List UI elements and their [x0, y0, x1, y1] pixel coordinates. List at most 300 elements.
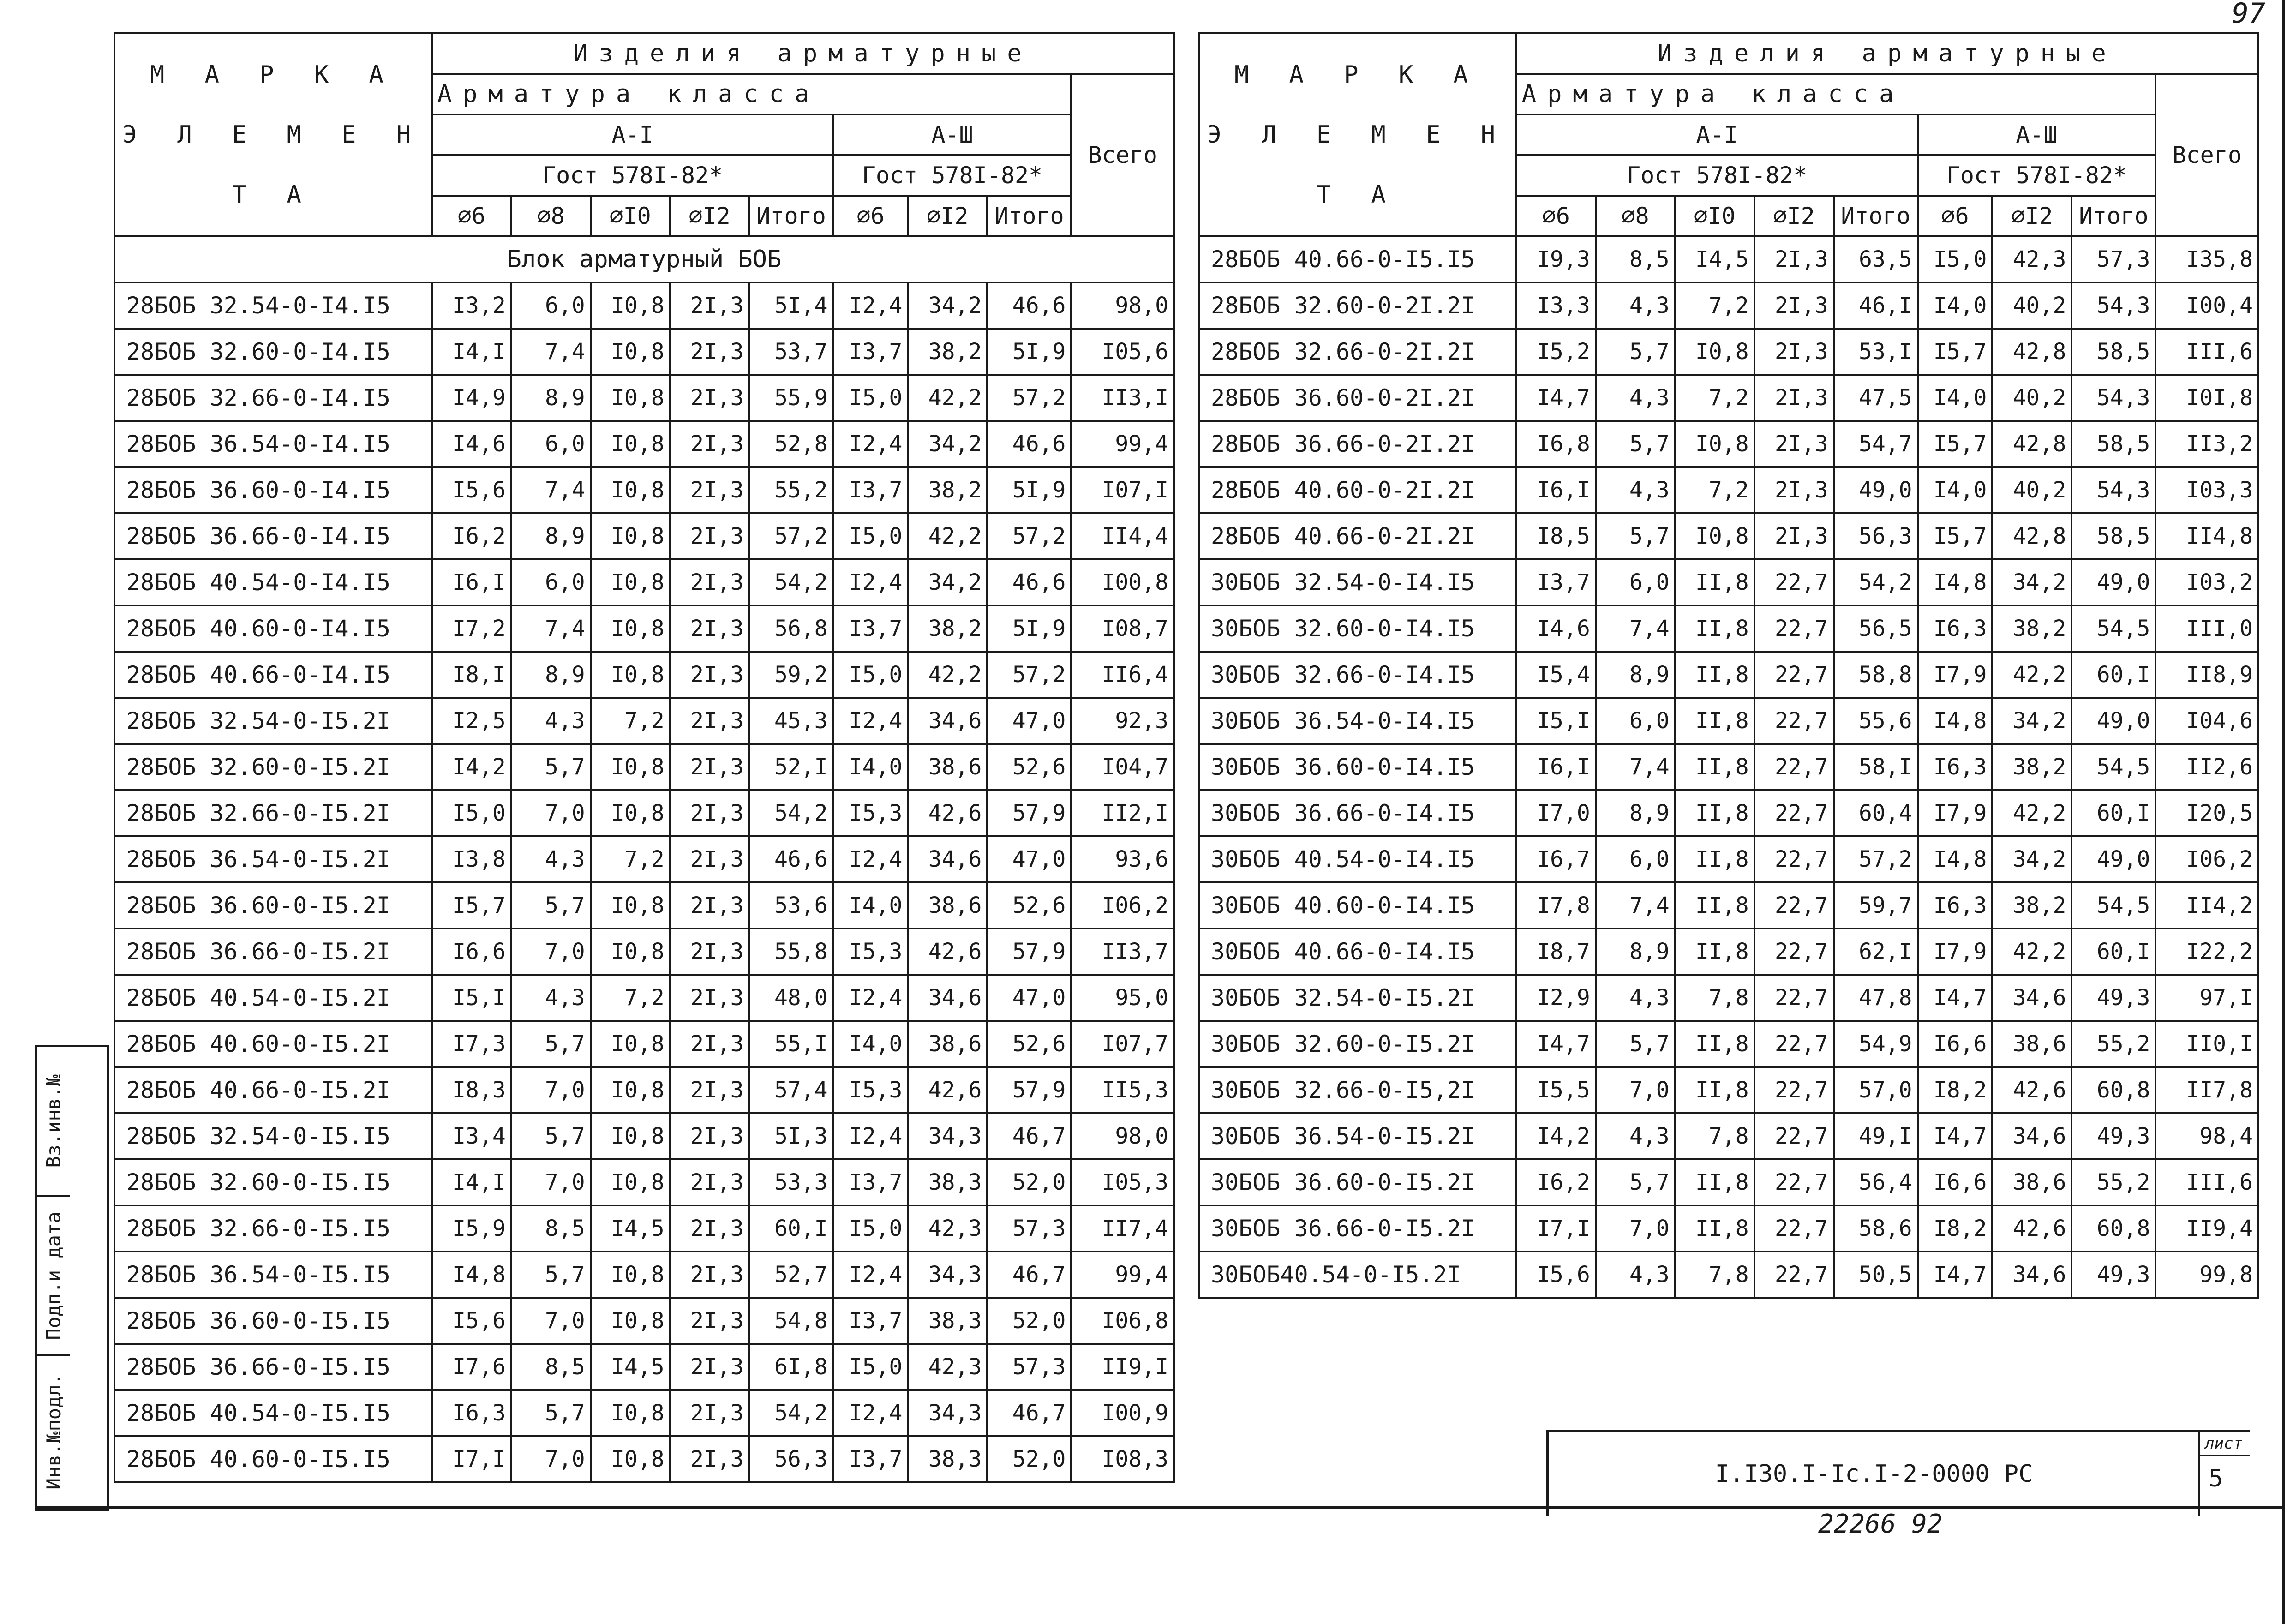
- table-cell: I0,8: [591, 467, 670, 513]
- table-cell: I5,6: [432, 1298, 511, 1344]
- table-cell: 38,3: [908, 1298, 987, 1344]
- col-header: ∅6: [1918, 196, 1993, 236]
- table-cell: 6,0: [511, 421, 591, 467]
- table-cell: I3,7: [1516, 559, 1596, 605]
- table-cell: 54,7: [1834, 421, 1918, 467]
- element-mark: 30БОБ 32.54-0-I5.2I: [1199, 975, 1516, 1021]
- class-a1-header: А-I: [432, 114, 833, 155]
- table-cell: I5,4: [1516, 652, 1596, 698]
- mark-header: М А Р К А Э Л Е М Е Н Т А: [1199, 33, 1516, 236]
- table-cell: I0,8: [591, 605, 670, 652]
- table-cell: 57,4: [749, 1067, 833, 1113]
- table-cell: I2,4: [833, 975, 908, 1021]
- table-row: [1199, 1252, 2258, 1298]
- table-cell: I6,8: [1516, 421, 1596, 467]
- table-cell: I4,0: [833, 1021, 908, 1067]
- element-mark: 28БОБ 32.60-0-2I.2I: [1199, 282, 1516, 329]
- table-cell: I5,7: [1918, 329, 1993, 375]
- col-header: ∅8: [511, 196, 591, 236]
- table-cell: 34,3: [908, 1252, 987, 1298]
- table-cell: I0,8: [591, 1390, 670, 1436]
- table-cell: I4,7: [1918, 975, 1993, 1021]
- table-cell: 58,5: [2071, 421, 2155, 467]
- table-cell: I6,I: [432, 559, 511, 605]
- table-cell: 7,4: [511, 467, 591, 513]
- table-cell: 98,0: [1071, 1113, 1174, 1159]
- left-table: [114, 32, 1175, 1483]
- table-cell: I6,6: [1918, 1159, 1993, 1205]
- table-cell: I06,2: [1071, 882, 1174, 929]
- table-row: [114, 882, 1174, 929]
- table-cell: 2I,3: [670, 975, 749, 1021]
- rebar-class-header: Арматура класса: [432, 74, 1072, 114]
- table-cell: I3,8: [432, 836, 511, 882]
- table-cell: 22,7: [1754, 605, 1834, 652]
- table-cell: 2I,3: [1754, 421, 1834, 467]
- table-cell: 7,8: [1675, 975, 1754, 1021]
- table-cell: I5,7: [1918, 513, 1993, 559]
- table-cell: II3,I: [1071, 375, 1174, 421]
- table-cell: 2I,3: [670, 1205, 749, 1252]
- element-mark: 30БОБ 36.60-0-I4.I5: [1199, 744, 1516, 790]
- table-row: [1199, 421, 2258, 467]
- archive-number-handwritten: 22266 92: [1818, 1509, 1943, 1539]
- table-row: [114, 467, 1174, 513]
- table-cell: I6,I: [1516, 744, 1596, 790]
- table-cell: I6,3: [1918, 744, 1993, 790]
- table-cell: I5,3: [833, 1067, 908, 1113]
- table-cell: 99,4: [1071, 1252, 1174, 1298]
- table-cell: I0,8: [591, 744, 670, 790]
- margin-cell-inv-original: [37, 1356, 70, 1506]
- table-cell: I0,8: [1675, 421, 1754, 467]
- table-cell: 45,3: [749, 698, 833, 744]
- table-cell: 5,7: [1596, 1159, 1675, 1205]
- table-cell: 38,2: [908, 329, 987, 375]
- table-cell: I0,8: [591, 1436, 670, 1482]
- table-cell: I00,4: [2155, 282, 2258, 329]
- table-row: [114, 698, 1174, 744]
- table-cell: 22,7: [1754, 790, 1834, 836]
- table-cell: I5,9: [432, 1205, 511, 1252]
- table-row: [1199, 698, 2258, 744]
- element-mark: 28БОБ 36.66-0-2I.2I: [1199, 421, 1516, 467]
- table-cell: 8,9: [511, 375, 591, 421]
- right-table: [1198, 32, 2259, 1299]
- table-cell: 54,3: [2071, 467, 2155, 513]
- table-cell: 54,2: [749, 790, 833, 836]
- table-cell: 7,4: [1596, 744, 1675, 790]
- table-cell: 2I,3: [1754, 467, 1834, 513]
- table-cell: I4,5: [591, 1344, 670, 1390]
- table-cell: I2,4: [833, 1113, 908, 1159]
- table-cell: II,8: [1675, 929, 1754, 975]
- table-cell: 7,2: [591, 698, 670, 744]
- table-cell: 55,2: [749, 467, 833, 513]
- table-cell: I9,3: [1516, 236, 1596, 282]
- table-cell: 58,5: [2071, 513, 2155, 559]
- table-cell: I2,4: [833, 421, 908, 467]
- table-cell: 34,6: [908, 975, 987, 1021]
- table-cell: I5,0: [1918, 236, 1993, 282]
- table-cell: II,8: [1675, 836, 1754, 882]
- title-block: [1546, 1430, 2250, 1516]
- element-mark: 28БОБ 36.66-0-I5.2I: [114, 929, 432, 975]
- table-cell: 54,8: [749, 1298, 833, 1344]
- table-cell: I00,8: [1071, 559, 1174, 605]
- table-cell: 6I,8: [749, 1344, 833, 1390]
- col-header: Итого: [2071, 196, 2155, 236]
- element-mark: 28БОБ 40.60-0-I5.I5: [114, 1436, 432, 1482]
- table-cell: I4,0: [1918, 375, 1993, 421]
- element-mark: 28БОБ 32.66-0-I4.I5: [114, 375, 432, 421]
- table-cell: I4,9: [432, 375, 511, 421]
- table-cell: 5,7: [511, 1390, 591, 1436]
- table-row: [114, 559, 1174, 605]
- section-title: Блок арматурный БОБ: [114, 236, 1174, 282]
- table-cell: 5,7: [511, 1021, 591, 1067]
- element-mark: 30БОБ 32.60-0-I4.I5: [1199, 605, 1516, 652]
- table-cell: 52,8: [749, 421, 833, 467]
- table-row: [1199, 744, 2258, 790]
- table-cell: II6,4: [1071, 652, 1174, 698]
- table-cell: 4,3: [1596, 975, 1675, 1021]
- col-header: ∅6: [1516, 196, 1596, 236]
- margin-stamp: [35, 1045, 109, 1511]
- table-cell: 57,2: [987, 375, 1071, 421]
- element-mark: 28БОБ 32.66-0-I5.I5: [114, 1205, 432, 1252]
- table-cell: 2I,3: [670, 1252, 749, 1298]
- element-mark: 28БОБ 32.54-0-I4.I5: [114, 282, 432, 329]
- table-cell: 8,5: [511, 1205, 591, 1252]
- table-cell: 2I,3: [670, 1021, 749, 1067]
- element-mark: 28БОБ 32.54-0-I5.I5: [114, 1113, 432, 1159]
- table-cell: 56,5: [1834, 605, 1918, 652]
- table-cell: 22,7: [1754, 1159, 1834, 1205]
- table-cell: I4,8: [432, 1252, 511, 1298]
- table-cell: 7,2: [1675, 375, 1754, 421]
- table-cell: 2I,3: [670, 1344, 749, 1390]
- table-cell: 2I,3: [670, 1390, 749, 1436]
- table-cell: I3,4: [432, 1113, 511, 1159]
- table-cell: 2I,3: [670, 329, 749, 375]
- table-cell: 47,0: [987, 975, 1071, 1021]
- table-cell: I4,0: [833, 744, 908, 790]
- table-row: [114, 1344, 1174, 1390]
- table-cell: II,8: [1675, 605, 1754, 652]
- table-cell: 4,3: [1596, 1113, 1675, 1159]
- table-cell: II,8: [1675, 744, 1754, 790]
- table-cell: 40,2: [1992, 375, 2071, 421]
- table-cell: 42,6: [1992, 1205, 2071, 1252]
- table-cell: I8,7: [1516, 929, 1596, 975]
- element-mark: 30БОБ 36.54-0-I5.2I: [1199, 1113, 1516, 1159]
- table-cell: 2I,3: [670, 1067, 749, 1113]
- element-mark: 30БОБ 32.54-0-I4.I5: [1199, 559, 1516, 605]
- table-cell: 8,9: [1596, 929, 1675, 975]
- table-cell: I0,8: [591, 929, 670, 975]
- table-cell: I5,3: [833, 929, 908, 975]
- table-cell: 8,5: [1596, 236, 1675, 282]
- table-cell: I0,8: [591, 882, 670, 929]
- table-cell: I04,7: [1071, 744, 1174, 790]
- table-row: [1199, 652, 2258, 698]
- table-cell: 7,8: [1675, 1252, 1754, 1298]
- table-cell: 2I,3: [670, 882, 749, 929]
- table-cell: I3,7: [833, 1436, 908, 1482]
- table-cell: I0,8: [591, 1298, 670, 1344]
- table-cell: 7,0: [511, 929, 591, 975]
- element-mark: 30БОБ 32.66-0-I4.I5: [1199, 652, 1516, 698]
- table-cell: 4,3: [1596, 375, 1675, 421]
- table-cell: 48,0: [749, 975, 833, 1021]
- table-cell: I0,8: [591, 1113, 670, 1159]
- table-cell: 7,0: [1596, 1067, 1675, 1113]
- table-cell: 47,5: [1834, 375, 1918, 421]
- table-cell: I3,7: [833, 605, 908, 652]
- table-cell: 38,2: [908, 467, 987, 513]
- table-cell: I0,8: [591, 1021, 670, 1067]
- table-cell: 22,7: [1754, 652, 1834, 698]
- table-cell: II7,4: [1071, 1205, 1174, 1252]
- table-cell: 4,3: [511, 836, 591, 882]
- class-a1-header: А-I: [1516, 114, 1918, 155]
- table-cell: 57,0: [1834, 1067, 1918, 1113]
- products-header: Изделия арматурные: [432, 33, 1174, 74]
- table-cell: 42,6: [908, 929, 987, 975]
- table-cell: 46,7: [987, 1390, 1071, 1436]
- table-cell: 7,4: [511, 329, 591, 375]
- table-cell: 2I,3: [670, 1113, 749, 1159]
- table-cell: I0,8: [591, 559, 670, 605]
- element-mark: 30БОБ 32.66-0-I5,2I: [1199, 1067, 1516, 1113]
- table-cell: 6,0: [1596, 836, 1675, 882]
- table-cell: 56,3: [749, 1436, 833, 1482]
- table-cell: I4,8: [1918, 559, 1993, 605]
- right-table-header: [1199, 33, 2258, 236]
- table-cell: I4,8: [1918, 836, 1993, 882]
- table-row: [1199, 1113, 2258, 1159]
- table-cell: 5,7: [1596, 1021, 1675, 1067]
- col-header: ∅6: [833, 196, 908, 236]
- table-cell: I08,3: [1071, 1436, 1174, 1482]
- table-row: [114, 282, 1174, 329]
- table-cell: II,8: [1675, 1159, 1754, 1205]
- table-cell: II7,8: [2155, 1067, 2258, 1113]
- table-cell: II0,I: [2155, 1021, 2258, 1067]
- table-cell: 38,6: [1992, 1021, 2071, 1067]
- table-cell: 57,2: [987, 513, 1071, 559]
- table-cell: I6,6: [432, 929, 511, 975]
- table-cell: 34,6: [1992, 1252, 2071, 1298]
- table-cell: I5,I: [432, 975, 511, 1021]
- table-cell: 60,4: [1834, 790, 1918, 836]
- right-table-body: [1199, 236, 2258, 1298]
- table-cell: 5I,3: [749, 1113, 833, 1159]
- table-cell: 59,7: [1834, 882, 1918, 929]
- table-cell: I4,7: [1918, 1252, 1993, 1298]
- table-row: [114, 975, 1174, 1021]
- table-cell: 7,0: [511, 1436, 591, 1482]
- table-cell: II3,2: [2155, 421, 2258, 467]
- table-cell: 38,2: [1992, 882, 2071, 929]
- table-cell: 8,9: [1596, 652, 1675, 698]
- element-mark: 28БОБ 36.54-0-I4.I5: [114, 421, 432, 467]
- table-cell: I7,I: [1516, 1205, 1596, 1252]
- table-cell: 34,6: [1992, 1113, 2071, 1159]
- table-cell: 52,I: [749, 744, 833, 790]
- table-cell: I4,5: [591, 1205, 670, 1252]
- table-cell: I2,4: [833, 282, 908, 329]
- table-cell: 46,6: [987, 282, 1071, 329]
- element-mark: 28БОБ 36.54-0-I5.2I: [114, 836, 432, 882]
- table-cell: 34,2: [1992, 698, 2071, 744]
- table-cell: 7,0: [511, 790, 591, 836]
- table-cell: 47,8: [1834, 975, 1918, 1021]
- table-cell: I3,2: [432, 282, 511, 329]
- table-cell: 62,I: [1834, 929, 1918, 975]
- col-header: ∅I2: [1754, 196, 1834, 236]
- table-cell: 50,5: [1834, 1252, 1918, 1298]
- table-cell: 2I,3: [1754, 236, 1834, 282]
- table-cell: 6,0: [1596, 698, 1675, 744]
- table-cell: I0,8: [591, 1159, 670, 1205]
- table-cell: 54,5: [2071, 605, 2155, 652]
- table-cell: 4,3: [1596, 282, 1675, 329]
- total-header: Всего: [1071, 74, 1174, 236]
- table-cell: 53,7: [749, 329, 833, 375]
- table-cell: I5,7: [432, 882, 511, 929]
- table-cell: 54,9: [1834, 1021, 1918, 1067]
- table-cell: I5,7: [1918, 421, 1993, 467]
- table-cell: 34,2: [908, 421, 987, 467]
- table-cell: 8,9: [1596, 790, 1675, 836]
- table-row: [114, 744, 1174, 790]
- table-cell: I3,7: [833, 1298, 908, 1344]
- table-cell: 99,4: [1071, 421, 1174, 467]
- rebar-class-header: Арматура класса: [1516, 74, 2156, 114]
- table-cell: II,8: [1675, 652, 1754, 698]
- table-row: [1199, 836, 2258, 882]
- class-a3-header: А-Ш: [833, 114, 1072, 155]
- element-mark: 30БОБ 36.60-0-I5.2I: [1199, 1159, 1516, 1205]
- element-mark: 30БОБ 36.66-0-I5.2I: [1199, 1205, 1516, 1252]
- table-cell: I0I,8: [2155, 375, 2258, 421]
- table-cell: 6,0: [511, 559, 591, 605]
- table-cell: 53,I: [1834, 329, 1918, 375]
- table-cell: 42,6: [1992, 1067, 2071, 1113]
- table-cell: 54,5: [2071, 882, 2155, 929]
- table-cell: I3,7: [833, 1159, 908, 1205]
- table-cell: 42,2: [908, 375, 987, 421]
- table-cell: II5,3: [1071, 1067, 1174, 1113]
- table-cell: I6,3: [432, 1390, 511, 1436]
- table-cell: 40,2: [1992, 467, 2071, 513]
- table-cell: 54,3: [2071, 282, 2155, 329]
- table-cell: 2I,3: [670, 1159, 749, 1205]
- table-cell: I2,9: [1516, 975, 1596, 1021]
- table-row: [114, 605, 1174, 652]
- table-cell: 59,2: [749, 652, 833, 698]
- table-cell: 63,5: [1834, 236, 1918, 282]
- table-cell: 2I,3: [670, 790, 749, 836]
- table-row: [114, 1021, 1174, 1067]
- table-cell: I5,6: [432, 467, 511, 513]
- sheet-box: [2198, 1432, 2250, 1516]
- table-cell: 49,0: [2071, 559, 2155, 605]
- table-cell: I7,I: [432, 1436, 511, 1482]
- table-cell: 7,0: [511, 1159, 591, 1205]
- element-mark: 28БОБ 40.54-0-I4.I5: [114, 559, 432, 605]
- table-cell: 22,7: [1754, 698, 1834, 744]
- table-cell: 52,0: [987, 1298, 1071, 1344]
- table-cell: I4,7: [1918, 1113, 1993, 1159]
- table-cell: I6,I: [1516, 467, 1596, 513]
- table-cell: I7,2: [432, 605, 511, 652]
- table-cell: 58,6: [1834, 1205, 1918, 1252]
- table-cell: I4,2: [1516, 1113, 1596, 1159]
- table-cell: III,6: [2155, 329, 2258, 375]
- table-cell: I4,6: [1516, 605, 1596, 652]
- col-header: ∅I2: [908, 196, 987, 236]
- table-cell: 55,I: [749, 1021, 833, 1067]
- table-cell: 7,8: [1675, 1113, 1754, 1159]
- table-cell: 52,6: [987, 744, 1071, 790]
- table-cell: I8,2: [1918, 1205, 1993, 1252]
- table-row: [114, 929, 1174, 975]
- margin-cell-signature-date: [37, 1197, 70, 1356]
- table-cell: 46,6: [749, 836, 833, 882]
- table-cell: 46,I: [1834, 282, 1918, 329]
- table-cell: 2I,3: [670, 375, 749, 421]
- table-row: [114, 375, 1174, 421]
- table-cell: I7,3: [432, 1021, 511, 1067]
- table-cell: I0,8: [591, 652, 670, 698]
- table-cell: 22,7: [1754, 744, 1834, 790]
- table-cell: I5,0: [833, 375, 908, 421]
- table-cell: 99,8: [2155, 1252, 2258, 1298]
- frame-right-rule: [2282, 0, 2285, 1624]
- table-row: [1199, 1021, 2258, 1067]
- table-row: [114, 513, 1174, 559]
- table-cell: 53,6: [749, 882, 833, 929]
- table-cell: 46,7: [987, 1113, 1071, 1159]
- table-cell: 54,3: [2071, 375, 2155, 421]
- element-mark: 28БОБ 32.66-0-I5.2I: [114, 790, 432, 836]
- table-cell: 42,2: [1992, 652, 2071, 698]
- products-header: Изделия арматурные: [1516, 33, 2258, 74]
- table-cell: 42,2: [1992, 790, 2071, 836]
- table-cell: I2,4: [833, 559, 908, 605]
- table-cell: 55,6: [1834, 698, 1918, 744]
- left-table-header: [114, 33, 1174, 236]
- table-cell: 5,7: [511, 1252, 591, 1298]
- table-cell: I4,2: [432, 744, 511, 790]
- table-cell: 57,2: [1834, 836, 1918, 882]
- table-cell: I5,2: [1516, 329, 1596, 375]
- table-cell: 54,2: [1834, 559, 1918, 605]
- table-cell: 38,6: [908, 744, 987, 790]
- table-cell: I5,0: [432, 790, 511, 836]
- table-cell: I4,I: [432, 1159, 511, 1205]
- table-cell: 22,7: [1754, 1205, 1834, 1252]
- table-cell: I0,8: [1675, 329, 1754, 375]
- table-cell: 34,6: [908, 698, 987, 744]
- gost-a3-header: Гост 578I-82*: [833, 155, 1072, 196]
- table-cell: I04,6: [2155, 698, 2258, 744]
- element-mark: 28БОБ 36.54-0-I5.I5: [114, 1252, 432, 1298]
- table-cell: I7,8: [1516, 882, 1596, 929]
